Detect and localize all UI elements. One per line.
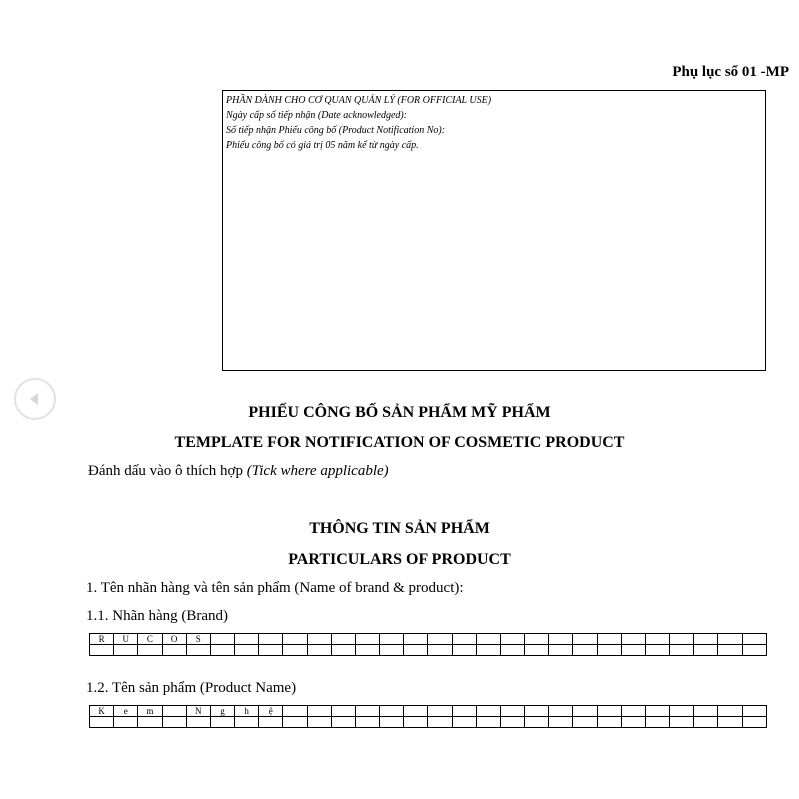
brand-char-cell[interactable]: [210, 645, 234, 656]
product-char-cell[interactable]: [355, 717, 379, 728]
brand-char-cell[interactable]: [235, 645, 259, 656]
product-char-cell[interactable]: [645, 717, 669, 728]
brand-char-cell[interactable]: [283, 634, 307, 645]
brand-char-cell[interactable]: [162, 645, 186, 656]
product-char-cell[interactable]: [500, 706, 524, 717]
brand-char-cell[interactable]: [597, 634, 621, 645]
brand-char-cell[interactable]: [283, 645, 307, 656]
product-grid-row-2: [90, 717, 767, 728]
product-char-cell[interactable]: [597, 706, 621, 717]
product-grid-row-1: [90, 706, 767, 717]
brand-char-cell[interactable]: [670, 645, 694, 656]
product-char-cell[interactable]: [742, 717, 766, 728]
product-char-cell[interactable]: [114, 717, 138, 728]
product-char-cell[interactable]: [500, 717, 524, 728]
product-char-cell[interactable]: [90, 717, 114, 728]
product-char-cell[interactable]: [597, 717, 621, 728]
product-char-cell[interactable]: [476, 717, 500, 728]
product-char-cell[interactable]: [331, 717, 355, 728]
brand-char-cell[interactable]: [694, 634, 718, 645]
brand-char-cell[interactable]: [380, 645, 404, 656]
product-char-cell[interactable]: [452, 706, 476, 717]
brand-char-cell[interactable]: [404, 634, 428, 645]
brand-char-cell[interactable]: [573, 634, 597, 645]
brand-char-cell[interactable]: [718, 645, 742, 656]
product-char-cell[interactable]: [742, 706, 766, 717]
brand-char-cell[interactable]: [549, 634, 573, 645]
brand-char-cell[interactable]: [645, 634, 669, 645]
brand-char-cell[interactable]: [235, 634, 259, 645]
brand-char-cell[interactable]: U: [114, 634, 138, 645]
brand-char-cell[interactable]: [549, 645, 573, 656]
brand-char-cell[interactable]: [355, 645, 379, 656]
brand-char-cell[interactable]: [380, 634, 404, 645]
product-char-cell[interactable]: [307, 706, 331, 717]
tick-instruction-vi: Đánh dấu vào ô thích hợp: [88, 463, 243, 479]
brand-char-cell[interactable]: [718, 634, 742, 645]
brand-char-cell[interactable]: [670, 634, 694, 645]
product-char-cell[interactable]: [476, 706, 500, 717]
product-char-cell[interactable]: [380, 717, 404, 728]
brand-char-cell[interactable]: [259, 645, 283, 656]
brand-char-cell[interactable]: [452, 634, 476, 645]
brand-char-cell[interactable]: [114, 645, 138, 656]
brand-char-cell[interactable]: [355, 634, 379, 645]
brand-char-cell[interactable]: [428, 645, 452, 656]
brand-char-cell[interactable]: [742, 645, 766, 656]
official-use-heading: PHẦN DÀNH CHO CƠ QUAN QUẢN LÝ (FOR OFFICIAL USE): [226, 95, 492, 106]
title-vietnamese: PHIẾU CÔNG BỐ SẢN PHẨM MỸ PHẨM: [248, 404, 551, 421]
brand-char-cell[interactable]: [307, 645, 331, 656]
brand-char-cell[interactable]: O: [162, 634, 186, 645]
product-char-cell[interactable]: [355, 706, 379, 717]
notification-number-line: Số tiếp nhận Phiếu công bố (Product Notification No):: [226, 125, 446, 136]
tick-instruction-en: (Tick where applicable): [246, 463, 389, 479]
brand-char-cell[interactable]: [307, 634, 331, 645]
brand-char-cell[interactable]: [476, 634, 500, 645]
brand-char-cell[interactable]: [331, 645, 355, 656]
product-char-cell[interactable]: [621, 717, 645, 728]
product-char-cell[interactable]: [694, 717, 718, 728]
brand-char-cell[interactable]: [90, 645, 114, 656]
brand-char-cell[interactable]: [573, 645, 597, 656]
section-heading-english: PARTICULARS OF PRODUCT: [288, 551, 511, 568]
brand-char-cell[interactable]: [500, 645, 524, 656]
product-char-cell[interactable]: [283, 706, 307, 717]
brand-char-cell[interactable]: [428, 634, 452, 645]
product-char-cell[interactable]: [235, 717, 259, 728]
product-char-cell[interactable]: e: [114, 706, 138, 717]
appendix-label: Phụ lục số 01 -MP: [672, 64, 789, 80]
date-acknowledged-line: Ngày cấp số tiếp nhận (Date acknowledged):: [226, 110, 408, 121]
brand-char-cell[interactable]: [452, 645, 476, 656]
product-char-cell[interactable]: [210, 717, 234, 728]
product-char-cell[interactable]: [621, 706, 645, 717]
product-char-cell[interactable]: [549, 717, 573, 728]
product-char-cell[interactable]: h: [235, 706, 259, 717]
brand-char-cell[interactable]: C: [138, 634, 162, 645]
tick-instruction: [88, 463, 389, 480]
brand-char-cell[interactable]: [525, 645, 549, 656]
product-char-cell[interactable]: [525, 706, 549, 717]
product-char-cell[interactable]: [138, 717, 162, 728]
product-char-cell[interactable]: g: [210, 706, 234, 717]
product-char-cell[interactable]: N: [186, 706, 210, 717]
product-char-cell[interactable]: [718, 706, 742, 717]
brand-char-cell[interactable]: [621, 634, 645, 645]
product-char-cell[interactable]: [525, 717, 549, 728]
brand-grid-row-1: [90, 634, 767, 645]
product-char-cell[interactable]: [428, 706, 452, 717]
product-name-label: 1.2. Tên sản phẩm (Product Name): [86, 680, 297, 696]
brand-char-cell[interactable]: [525, 634, 549, 645]
brand-char-cell[interactable]: [404, 645, 428, 656]
brand-char-cell[interactable]: [621, 645, 645, 656]
product-char-cell[interactable]: [380, 706, 404, 717]
product-char-cell[interactable]: ệ: [259, 706, 283, 717]
question-brand-product: 1. Tên nhãn hàng và tên sản phẩm (Name of brand & product):: [86, 580, 464, 596]
brand-char-cell[interactable]: S: [186, 634, 210, 645]
brand-char-cell[interactable]: [742, 634, 766, 645]
product-char-cell[interactable]: [307, 717, 331, 728]
product-char-cell[interactable]: K: [90, 706, 114, 717]
product-name-grid: [89, 705, 767, 728]
brand-char-cell[interactable]: [210, 634, 234, 645]
brand-char-cell[interactable]: [138, 645, 162, 656]
brand-grid: [89, 633, 767, 656]
brand-grid-row-2: [90, 645, 767, 656]
official-use-box: [222, 90, 766, 371]
product-char-cell[interactable]: [331, 706, 355, 717]
product-char-cell[interactable]: [549, 706, 573, 717]
validity-line: Phiếu công bố có giá trị 05 năm kể từ ngày cấp.: [226, 140, 419, 151]
brand-char-cell[interactable]: R: [90, 634, 114, 645]
brand-char-cell[interactable]: [597, 645, 621, 656]
brand-label: 1.1. Nhãn hàng (Brand): [86, 608, 229, 624]
product-char-cell[interactable]: [283, 717, 307, 728]
brand-char-cell[interactable]: [694, 645, 718, 656]
product-char-cell[interactable]: [573, 717, 597, 728]
brand-char-cell[interactable]: [186, 645, 210, 656]
brand-char-cell[interactable]: [645, 645, 669, 656]
product-char-cell[interactable]: [452, 717, 476, 728]
product-char-cell[interactable]: [694, 706, 718, 717]
product-char-cell[interactable]: [573, 706, 597, 717]
product-char-cell[interactable]: [428, 717, 452, 728]
title-english: TEMPLATE FOR NOTIFICATION OF COSMETIC PRODUCT: [174, 434, 625, 451]
product-char-cell[interactable]: [670, 717, 694, 728]
product-char-cell[interactable]: [718, 717, 742, 728]
product-char-cell[interactable]: [404, 706, 428, 717]
section-heading-vietnamese: THÔNG TIN SẢN PHẨM: [309, 520, 490, 537]
brand-char-cell[interactable]: [259, 634, 283, 645]
product-char-cell[interactable]: [670, 706, 694, 717]
product-char-cell[interactable]: [186, 717, 210, 728]
product-char-cell[interactable]: [259, 717, 283, 728]
product-char-cell[interactable]: [404, 717, 428, 728]
product-char-cell[interactable]: [162, 706, 186, 717]
brand-char-cell[interactable]: [476, 645, 500, 656]
product-char-cell[interactable]: [645, 706, 669, 717]
product-char-cell[interactable]: m: [138, 706, 162, 717]
brand-char-cell[interactable]: [500, 634, 524, 645]
brand-char-cell[interactable]: [331, 634, 355, 645]
product-char-cell[interactable]: [162, 717, 186, 728]
